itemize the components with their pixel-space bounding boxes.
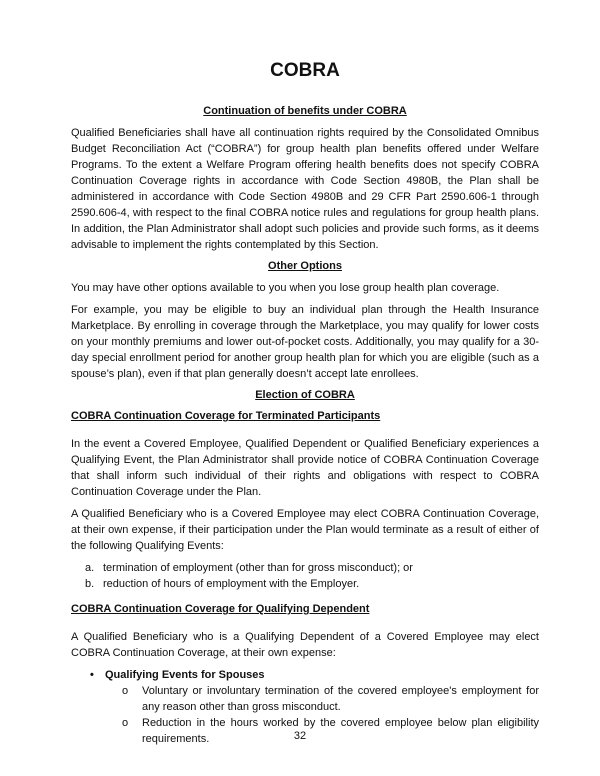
bullet-icon: • (90, 669, 94, 681)
sub-bullet-text: Reduction in the hours worked by the covered employee below plan eligibility requirements. (142, 717, 539, 745)
list-item-text: reduction of hours of employment with the Employer. (103, 578, 360, 590)
sub-bullet-text: Voluntary or involuntary termination of the covered employee's employment for any reason other than gross misconduct. (142, 685, 539, 713)
continuation-paragraph: Qualified Beneficiaries shall have all continuation rights required by the Consolidated Omnibus Budget Reconciliation Act (“COBRA”) for group health plan benefits offered under Welfare Programs. To the extent a Welfare Program offering health benefits does not specify COBRA Continuation Coverage rights in accordance with Code Section 4980B, the Plan shall be administered in accordance with Code Section 4980B and 29 CFR Part 2590.606-1 through 2590.606-4, with respect to the final COBRA notice rules and regulations for group health plans. In addition, the Plan Administrator shall adopt such policies and provide such forms, as it deems advisable to implement the rights contemplated by this Section. (71, 127, 539, 251)
election-paragraph-2: A Qualified Beneficiary who is a Covered Employee may elect COBRA Continuation Coverage, at their own expense, if their participation under the Plan would terminate as a result of either of the following Qualifying Events: (71, 508, 539, 552)
section-heading-continuation: Continuation of benefits under COBRA (203, 105, 407, 117)
subheading-qualifying-dependent: COBRA Continuation Coverage for Qualifying Dependent (71, 603, 370, 615)
section-heading-other-options: Other Options (268, 260, 342, 272)
other-options-paragraph-1: You may have other options available to you when you lose group health plan coverage. (71, 282, 500, 294)
other-options-paragraph-2: For example, you may be eligible to buy an individual plan through the Health Insurance Marketplace. By enrolling in coverage through the Marketplace, you may qualify for lower costs on your monthly premiums and lower out-of-pocket costs. Additionally, you may qualify for a 30-day special enrollment period for another group health plan for which you are eligible (such as a spouse’s plan), even if that plan generally doesn’t accept late enrollees. (71, 304, 539, 380)
bullet-title: Qualifying Events for Spouses (105, 669, 265, 681)
page-title: COBRA (270, 60, 340, 81)
election-paragraph-3: A Qualified Beneficiary who is a Qualifying Dependent of a Covered Employee may elect COBRA Continuation Coverage, at their own expense: (71, 631, 539, 659)
subheading-terminated-participants: COBRA Continuation Coverage for Terminated Participants (71, 410, 381, 422)
list-item (71, 576, 539, 592)
document-page (71, 58, 539, 747)
election-paragraph-1: In the event a Covered Employee, Qualified Dependent or Qualified Beneficiary experiences a Qualifying Event, the Plan Administrator shall provide notice of COBRA Continuation Coverage that shall inform such individual of their rights and obligations with respect to COBRA Continuation Coverage under the Plan. (71, 438, 539, 498)
list-item-text: termination of employment (other than for gross misconduct); or (103, 562, 413, 574)
list-marker: b. (85, 578, 95, 590)
page-number: 32 (293, 730, 307, 742)
list-item (71, 560, 539, 576)
section-heading-election: Election of COBRA (255, 389, 355, 401)
circle-bullet-icon: o (122, 685, 129, 697)
sub-bullet-item (105, 683, 539, 715)
qualifying-events-list (71, 560, 539, 592)
circle-bullet-icon: o (122, 717, 129, 729)
list-marker: a. (85, 562, 95, 574)
